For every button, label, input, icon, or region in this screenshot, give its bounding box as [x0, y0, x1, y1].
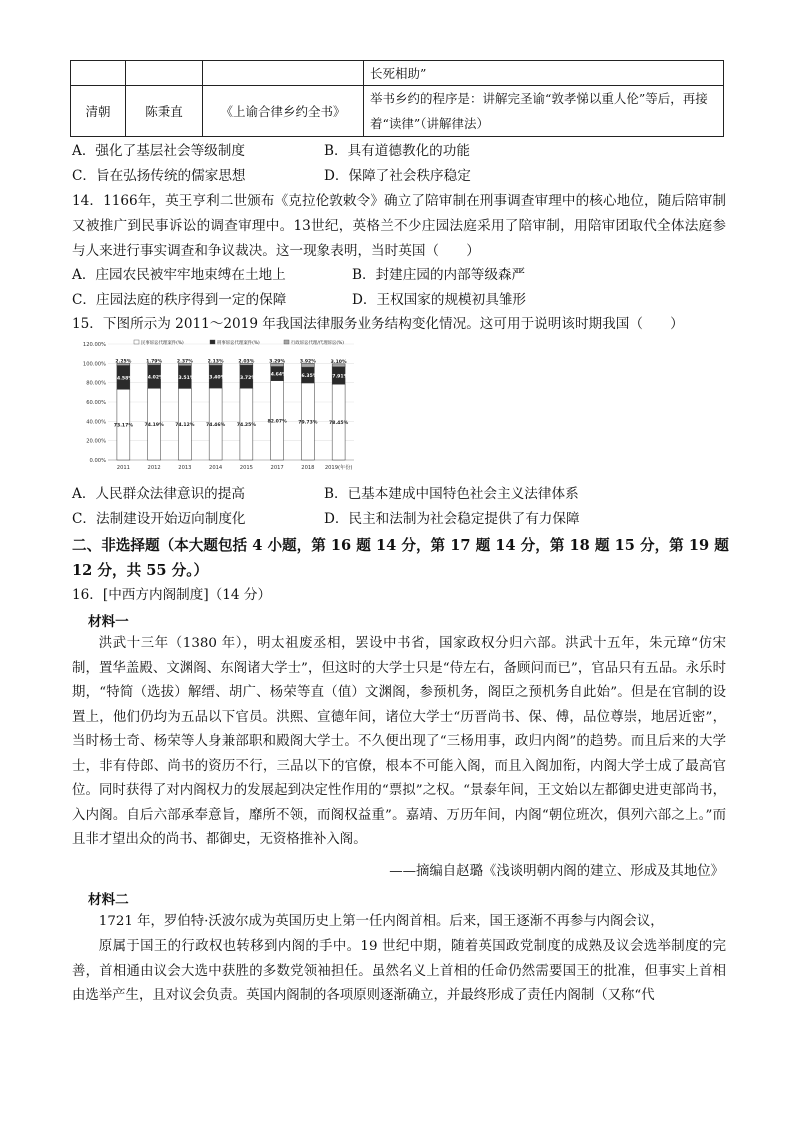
- q14-option-b: B．封建庄园的内部等级森严: [352, 267, 526, 283]
- data-label: 2.37%: [176, 359, 193, 365]
- data-label: 79.73%: [298, 420, 318, 426]
- legend-label: 民事诉讼代理案件(%): [141, 341, 184, 346]
- material2-text: 原属于国王的行政权也转移到内阁的手中。19 世纪中期，随着英国政党制度的成熟及议会选举制度的完善，首相通由议会大选中获胜的多数党领袖担任。虽然名义上首相的任命仍然需要国王的批准，但事实上首相由选举产生，且对议会负责。英国内阁制的各项原则逐渐确立，并最终形成了责任内阁制（又称“代: [72, 939, 726, 1003]
- question13-table: [70, 60, 724, 137]
- q14-stem: 14．1166年，英王亨利二世颁布《克拉伦敦敕令》确立了陪审制在刑事调查审理中的核心地位，随后陪审制又被推广到民事诉讼的调查审理中。13世纪，英格兰不少庄园法庭采用了陪审制，用陪审团取代全体法庭参与人来进行事实调查和争议裁决。这一现象表明，当时英国（ ）: [72, 193, 726, 259]
- q13-option-a: A．强化了基层社会等级制度: [72, 143, 245, 159]
- data-label: 2.13%: [207, 359, 224, 365]
- chart-legend: [134, 339, 344, 346]
- data-label: 17.91%: [329, 374, 349, 380]
- x-tick-label: 2011: [116, 465, 130, 471]
- y-tick-label: 60.00%: [86, 400, 106, 406]
- q15-option-d: D．民主和法制为社会稳定提供了有力保障: [324, 511, 580, 527]
- data-label: 1.79%: [146, 359, 163, 365]
- y-tick-label: 0.00%: [89, 458, 106, 464]
- data-label: 14.64%: [267, 372, 287, 378]
- q15-option-a: A．人民群众法律意识的提高: [72, 486, 245, 502]
- data-label: 23.40%: [206, 375, 226, 381]
- data-label: 78.45%: [329, 421, 349, 427]
- y-tick-label: 20.00%: [86, 438, 106, 445]
- data-label: 2.25%: [115, 359, 132, 365]
- q13-option-b: B．具有道德教化的功能: [324, 143, 470, 159]
- material2-text-line1: 1721 年，罗伯特·沃波尔成为英国历史上第一任内阁首相。后来，国王逐渐不再参与内阁会议，: [98, 914, 664, 929]
- y-tick-label: 80.00%: [86, 380, 106, 387]
- table-cell-book: 《上谕合律乡约全书》: [203, 86, 364, 137]
- data-label: 74.19%: [144, 423, 164, 429]
- data-label: 82.07%: [267, 419, 287, 425]
- data-label: 24.58%: [113, 376, 133, 382]
- chart-x-ticks: [117, 463, 353, 471]
- material2-title: 材料二: [88, 892, 129, 908]
- q15-stem: 15．下图所示为 2011～2019 年我国法律服务业务结构变化情况。这可用于说明该时期我国（ ）: [72, 316, 684, 332]
- x-tick-label: 2018: [301, 465, 315, 471]
- material1-title: 材料一: [88, 614, 129, 630]
- chart-bars: [114, 358, 349, 460]
- data-label: 3.92%: [299, 359, 316, 365]
- data-label: 74.46%: [206, 423, 226, 429]
- data-label: 23.51%: [175, 375, 195, 381]
- data-label: 74.25%: [236, 423, 256, 429]
- data-label: 74.12%: [175, 423, 195, 429]
- q14-option-d: D．王权国家的规模初具雏形: [352, 292, 527, 308]
- q13-option-d: D．保障了社会秩序稳定: [324, 168, 471, 184]
- q13-option-c: C．旨在弘扬传统的儒家思想: [72, 168, 246, 184]
- material1-text: 洪武十三年（1380 年），明太祖废丞相，罢设中书省，国家政权分归六部。洪武十五年，朱元璋“仿宋制，置华盖殿、文渊阁、东阁诸大学士”，但这时的大学士只是“侍左右，备顾问而已”，官品只有五品。永乐时期，“特简（选拔）解缙、胡广、杨荣等直（值）文渊阁，参预机务，阁臣之预机务自此始”。但是在官制的设置上，他们仍均为五品以下官员。洪熙、宣德年间，诸位大学士“历晋尚书、保、傅，品位尊崇，地居近密”，当时杨士奇、杨荣等人身兼部职和殿阁大学士。不久便出现了“三杨用事，政归内阁”的趋势。而且后来的大学士，非有侍郎、尚书的资历不行，三品以下的官僚，根本不可能入阁，而且入阁加衔，内阁大学士成了最高官位。同时获得了对内阁权力的发展起到决定性作用的“票拟”之权。“景泰年间，王文始以左都御史进吏部尚书，入内阁。自后六部承奉意旨，靡所不领，而阁权益重”。嘉靖、万历年间，内阁“朝位班次，俱列六部之上。”而且非才望出众的尚书、都御史，无资格推补入阁。: [72, 636, 726, 847]
- chart-gridlines: [108, 344, 354, 460]
- data-label: 2.03%: [238, 359, 255, 365]
- table-row: [71, 61, 724, 86]
- data-label: 16.35%: [298, 374, 318, 380]
- legal-service-structure-chart: [72, 338, 360, 476]
- table-cell-author: 陈秉直: [126, 86, 203, 137]
- q15-option-c: C．法制建设开始迈向制度化: [72, 511, 246, 527]
- y-tick-label: 100.00%: [82, 361, 106, 368]
- table-cell: [203, 61, 364, 86]
- x-tick-label: 2019(年份): [324, 465, 353, 471]
- chart-y-ticks: [83, 342, 106, 464]
- table-row: [71, 86, 724, 137]
- data-label: 73.17%: [113, 423, 133, 429]
- y-tick-label: 120.00%: [82, 342, 106, 348]
- data-label: 23.72%: [236, 375, 256, 381]
- data-label: 3.10%: [330, 359, 347, 365]
- x-tick-label: 2015: [239, 465, 253, 471]
- section2-heading-line1: 二、非选择题（本大题包括 4 小题，第 16 题 14 分，第 17 题 14 分，第 18 题 15 分，第 19 题: [72, 537, 729, 554]
- x-tick-label: 2017: [270, 465, 284, 471]
- x-tick-label: 2014: [209, 465, 223, 471]
- material1-source: ——摘编自赵璐《浅谈明朝内阁的建立、形成及其地位》: [389, 864, 724, 879]
- table-cell: [126, 61, 203, 86]
- legend-swatch: [210, 340, 215, 344]
- table-cell-content: 举书乡约的程序是：讲解完圣谕“敦孝悌以重人伦”等后，再接着“读律”（讲解律法）: [364, 86, 724, 137]
- legend-label: 行政诉讼代理/代理诉讼(%): [291, 341, 344, 346]
- q14-option-a: A．庄园农民被牢牢地束缚在土地上: [72, 267, 286, 283]
- table-cell: 长死相助”: [364, 61, 724, 86]
- table-cell-dynasty: 清朝: [71, 86, 126, 137]
- legend-label: 刑事诉讼代理案件(%): [217, 341, 260, 346]
- x-tick-label: 2012: [147, 465, 161, 471]
- x-tick-label: 2013: [178, 465, 192, 471]
- y-tick-label: 40.00%: [86, 419, 106, 426]
- data-label: 3.29%: [269, 359, 286, 365]
- table-cell: [71, 61, 126, 86]
- legend-swatch: [284, 340, 289, 344]
- q15-option-b: B．已基本建成中国特色社会主义法律体系: [324, 486, 579, 502]
- legend-swatch: [134, 340, 139, 344]
- section2-heading-line2: 12 分，共 55 分。）: [72, 562, 209, 579]
- q14-option-c: C．庄园法庭的秩序得到一定的保障: [72, 292, 287, 308]
- q16-title: 16．[中西方内阁制度]（14 分）: [72, 587, 272, 603]
- data-label: 24.02%: [144, 375, 164, 381]
